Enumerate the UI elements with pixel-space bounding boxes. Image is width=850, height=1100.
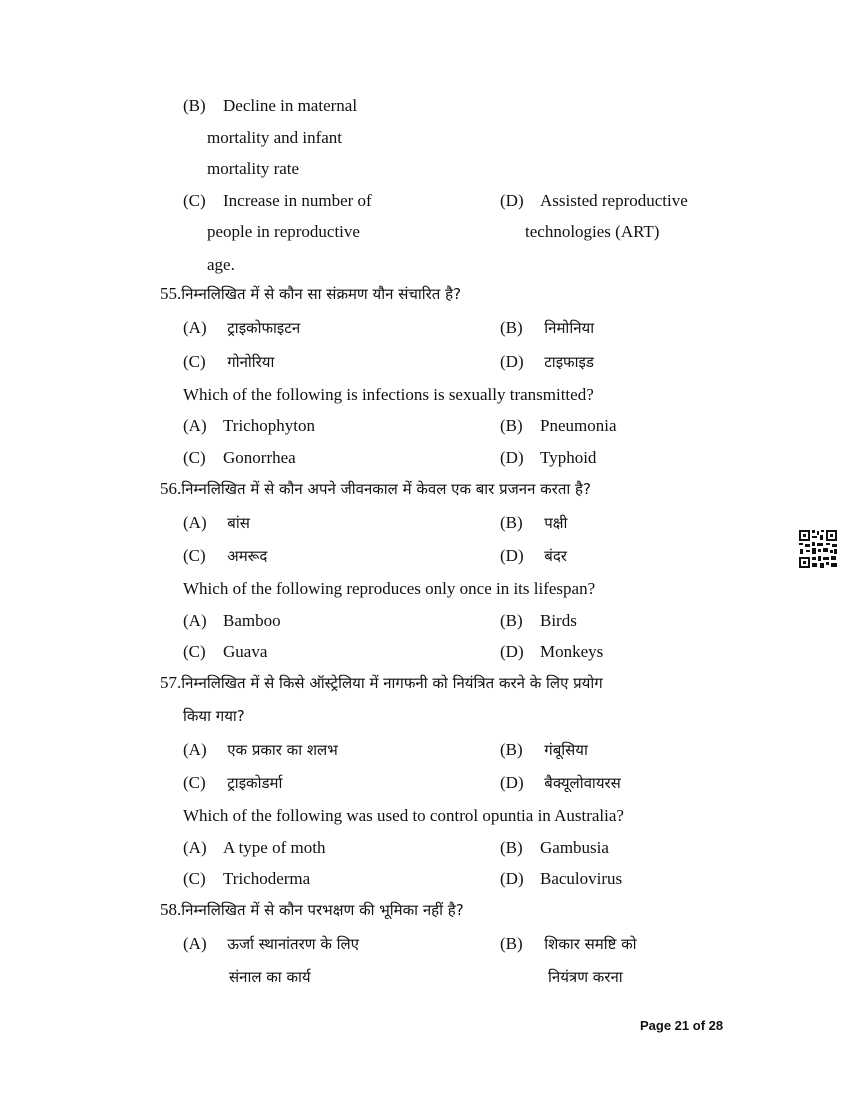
- prev-option-c-line3: age.: [207, 255, 235, 274]
- q57-en-option-a: (A) A type of moth: [183, 838, 326, 857]
- q57-english-question: Which of the following was used to control opuntia in Australia?: [183, 806, 624, 825]
- prev-option-d: (D) Assisted reproductive: [500, 191, 688, 210]
- q57-en-option-d: (D) Baculovirus: [500, 869, 623, 888]
- q58-hi-option-b-line2: नियंत्रण करना: [548, 968, 623, 986]
- q56-hi-option-d: (D) बंदर: [500, 546, 567, 565]
- q58-hi-option-b: (B) शिकार समष्टि को: [500, 934, 637, 953]
- prev-option-c-line2: people in reproductive: [207, 222, 360, 241]
- q55-hi-option-d: (D) टाइफाइड: [500, 352, 594, 371]
- q56-en-option-c: (C) Guava: [183, 642, 268, 661]
- q56-en-option-a: (A) Bamboo: [183, 611, 281, 630]
- q55-en-option-b: (B) Pneumonia: [500, 416, 617, 435]
- prev-option-c: (C) Increase in number of: [183, 191, 372, 210]
- q57-en-option-b: (B) Gambusia: [500, 838, 609, 857]
- q55-hi-option-a: (A) ट्राइकोफाइटन: [183, 318, 301, 337]
- q57-hi-option-d: (D) बैक्यूलोवायरस: [500, 773, 621, 792]
- q55-hi-option-b: (B) निमोनिया: [500, 318, 595, 337]
- q56-en-option-d: (D) Monkeys: [500, 642, 604, 661]
- q58-hi-option-a: (A) ऊर्जा स्थानांतरण के लिए: [183, 934, 359, 953]
- q56-hindi-question: 56.निम्नलिखित में से कौन अपने जीवनकाल में केवल एक बार प्रजनन करता है?: [160, 479, 591, 498]
- prev-option-b: (B) Decline in maternal: [183, 96, 358, 115]
- q57-hi-option-b: (B) गंबूसिया: [500, 740, 588, 759]
- q58-hindi-question: 58.निम्नलिखित में से कौन परभक्षण की भूमिका नहीं है?: [160, 900, 464, 919]
- qr-code-icon: [798, 529, 838, 569]
- q55-en-option-c: (C) Gonorrhea: [183, 448, 296, 467]
- q56-hi-option-c: (C) अमरूद: [183, 546, 268, 565]
- q57-hindi-question: 57.निम्नलिखित में से किसे ऑस्ट्रेलिया में नागफनी को नियंत्रित करने के लिए प्रयोग: [160, 673, 603, 692]
- q57-en-option-c: (C) Trichoderma: [183, 869, 311, 888]
- prev-option-d-line2: technologies (ART): [525, 222, 660, 241]
- q57-hindi-question-line2: किया गया?: [183, 707, 245, 725]
- q55-en-option-d: (D) Typhoid: [500, 448, 597, 467]
- q56-english-question: Which of the following reproduces only once in its lifespan?: [183, 579, 596, 598]
- q58-hi-option-a-line2: संनाल का कार्य: [229, 968, 311, 986]
- q57-hi-option-c: (C) ट्राइकोडर्मा: [183, 773, 283, 792]
- page-number-footer: Page 21 of 28: [640, 1018, 724, 1033]
- q55-hindi-question: 55.निम्नलिखित में से कौन सा संक्रमण यौन संचारित है?: [160, 284, 462, 303]
- q56-hi-option-b: (B) पक्षी: [500, 513, 568, 532]
- q55-hi-option-c: (C) गोनोरिया: [183, 352, 275, 371]
- q56-hi-option-a: (A) बांस: [183, 513, 250, 532]
- q55-en-option-a: (A) Trichophyton: [183, 416, 315, 435]
- prev-option-b-line3: mortality rate: [207, 159, 300, 178]
- q55-english-question: Which of the following is infections is sexually transmitted?: [183, 385, 594, 404]
- q57-hi-option-a: (A) एक प्रकार का शलभ: [183, 740, 338, 759]
- q56-en-option-b: (B) Birds: [500, 611, 577, 630]
- prev-option-b-line2: mortality and infant: [207, 128, 343, 147]
